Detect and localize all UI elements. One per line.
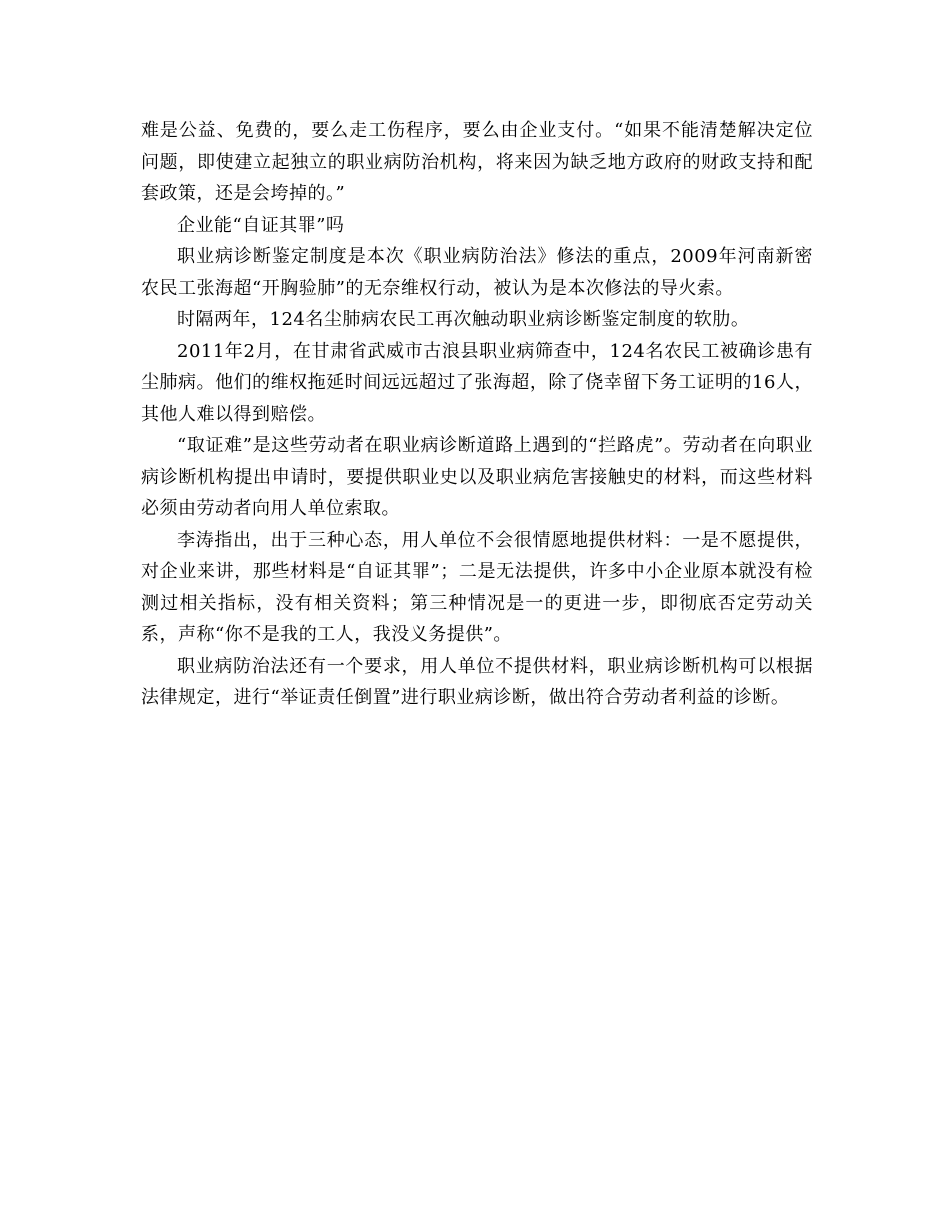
paragraph: 2011年2月，在甘肃省武威市古浪县职业病筛查中，124名农民工被确诊患有尘肺病。他们的维权拖延时间远远超过了张海超，除了侥幸留下务工证明的16人，其他人难以得到赔偿。: [141, 340, 813, 425]
paragraph: 职业病防治法还有一个要求，用人单位不提供材料，职业病诊断机构可以根据法律规定，进行“举证责任倒置”进行职业病诊断，做出符合劳动者利益的诊断。: [141, 655, 813, 708]
paragraph: 难是公益、免费的，要么走工伤程序，要么由企业支付。“如果不能清楚解决定位问题，即使建立起独立的职业病防治机构，将来因为缺乏地方政府的财政支持和配套政策，还是会垮掉的。”: [141, 120, 813, 204]
article-body: [141, 115, 813, 714]
paragraph: 时隔两年，124名尘肺病农民工再次触动职业病诊断鉴定制度的软肋。: [177, 309, 750, 330]
section-heading: 企业能“自证其罪”吗: [177, 214, 345, 236]
paragraph: 职业病诊断鉴定制度是本次《职业病防治法》修法的重点，2009年河南新密农民工张海超“开胸验肺”的无奈维权行动，被认为是本次修法的导火索。: [141, 246, 813, 299]
paragraph: 李涛指出，出于三种心态，用人单位不会很情愿地提供材料：一是不愿提供，对企业来讲，那些材料是“自证其罪”；二是无法提供，许多中小企业原本就没有检测过相关指标，没有相关资料；第三种情况是一的更进一步，即彻底否定劳动关系，声称“你不是我的工人，我没义务提供”。: [141, 529, 813, 645]
paragraph: “取证难”是这些劳动者在职业病诊断道路上遇到的“拦路虎”。劳动者在向职业病诊断机构提出申请时，要提供职业史以及职业病危害接触史的材料，而这些材料必须由劳动者向用人单位索取。: [141, 435, 813, 519]
